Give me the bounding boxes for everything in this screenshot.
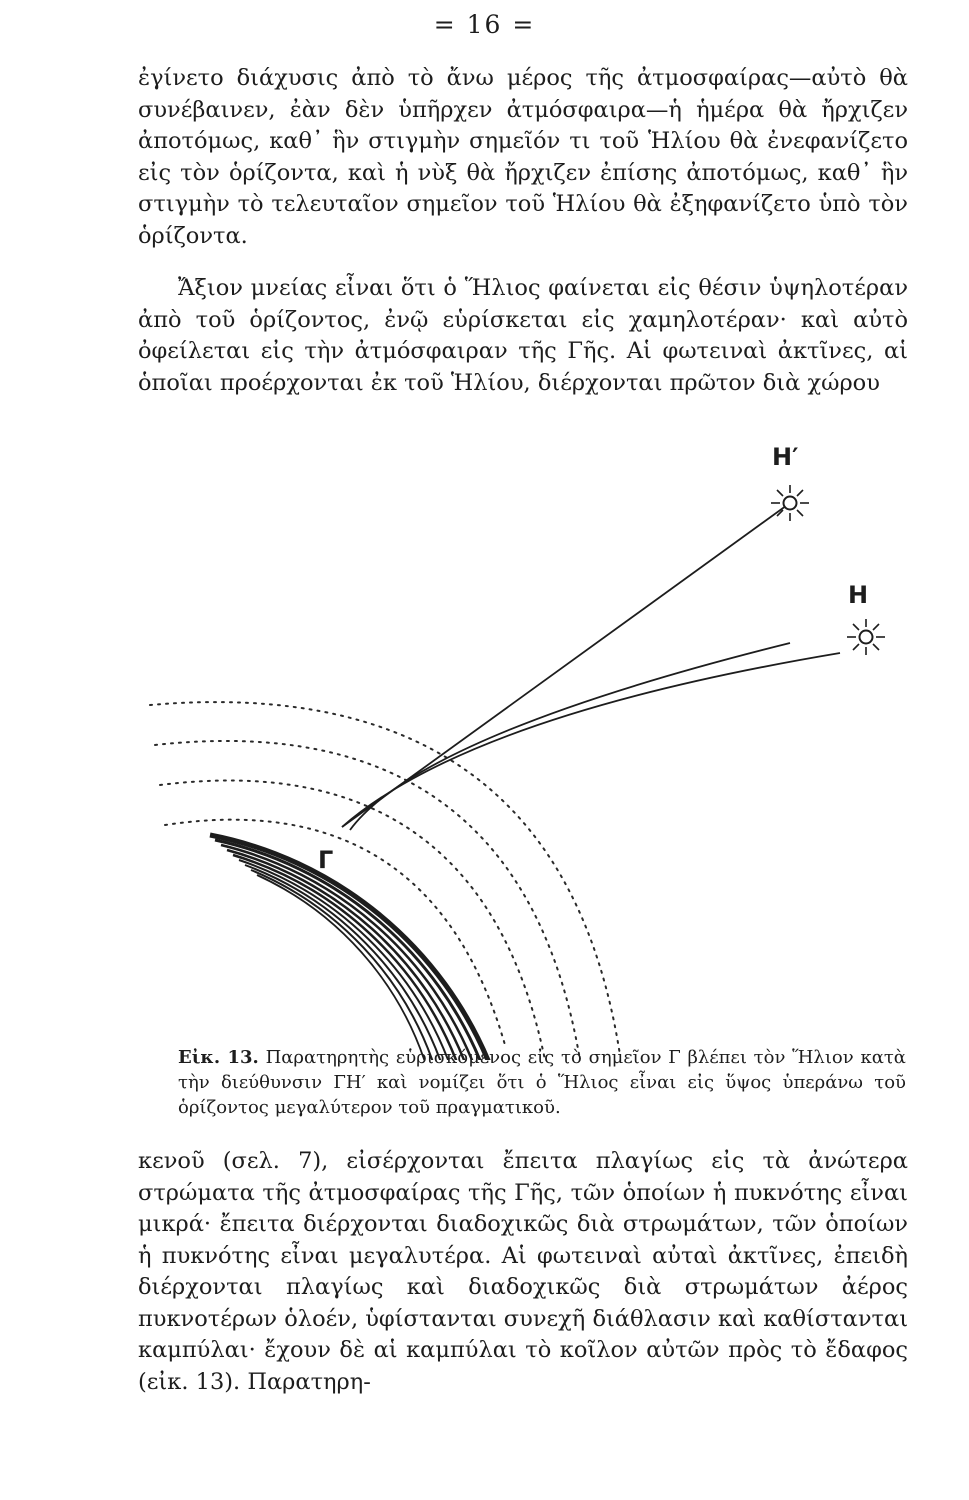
earth-surface [210, 835, 490, 1060]
caption-text: Παρατηρητὴς εὑρισκόμενος εἰς τὸ σημεῖον Γ βλέπει τὸν Ἥλιον κατὰ τὴν διεύθυνσιν ΓΗ′ καὶ νομίζει ὅτι ὁ Ἥλιος εἶναι εἰς ὕψος ὑπεράνω τοῦ ὁρίζοντος μεγαλύτερον τοῦ πραγματικοῦ. [178, 1047, 906, 1118]
caption-label: Εἰκ. 13. [178, 1047, 259, 1068]
paragraph-1: ἐγίνετο διάχυσις ἀπὸ τὸ ἄνω μέρος τῆς ἀτμοσφαίρας—αὐτὸ θὰ συνέβαινεν, ἐὰν δὲν ὑπῆρχεν ἀτμόσφαιρα—ἡ ἡμέρα θὰ ἤρχιζεν ἀποτόμως, καθ᾿ ἣν στιγμὴν σημεῖόν τι τοῦ Ἡλίου θὰ ἐνεφανίζετο εἰς τὸν ὁρίζοντα, καὶ ἡ νὺξ θὰ ἤρχιζεν ἐπίσης ἀποτόμως, καθ᾿ ἣν στιγμὴν τὸ τελευταῖον σημεῖον τοῦ Ἡλίου θὰ ἐξηφανίζετο ὑπὸ τὸν ὁρίζοντα. [138, 65, 908, 249]
figure-13 [0, 445, 969, 1060]
label-true-sun: Η [848, 581, 869, 609]
light-rays [342, 503, 840, 830]
figure-caption [178, 1045, 906, 1120]
true-sun-icon [847, 619, 885, 655]
label-apparent-sun: Η′ [772, 445, 799, 471]
label-observer: Γ [318, 846, 334, 874]
paragraph-2: Ἄξιον μνείας εἶναι ὅτι ὁ Ἥλιος φαίνεται εἰς θέσιν ὑψηλοτέραν ἀπὸ τοῦ ὁρίζοντος, ἐνῷ εὑρίσκεται εἰς χαμηλοτέραν· καὶ αὐτὸ ὀφείλεται εἰς τὴν ἀτμόσφαιραν τῆς Γῆς. Αἱ φωτειναὶ ἀκτῖνες, αἱ ὁποῖαι προέρχονται ἐκ τοῦ Ἡλίου, διέρχονται πρῶτον διὰ χώρου [138, 275, 908, 396]
atmosphere-layers [150, 702, 620, 1060]
paragraph-3: κενοῦ (σελ. 7), εἰσέρχονται ἔπειτα πλαγίως εἰς τὰ ἀνώτερα στρώματα τῆς ἀτμοσφαίρας τῆς Γῆς, τῶν ὁποίων ἡ πυκνότης εἶναι μικρά· ἔπειτα διέρχονται διαδοχικῶς διὰ στρωμάτων, τῶν ὁποίων ἡ πυκνότης εἶναι μεγαλυτέρα. Αἱ φωτειναὶ αὐταὶ ἀκτῖνες, ἐπειδὴ διέρχονται πλαγίως καὶ διαδοχικῶς διὰ στρωμάτων ἀέρος πυκνοτέρων ὁλοέν, ὑφίστανται συνεχῆ διάθλασιν καὶ καθίστανται καμπύλαι· ἔχουν δὲ αἱ καμπύλαι τὸ κοῖλον αὐτῶν πρὸς τὸ ἔδαφος (εἰκ. 13). Παρατηρη- [138, 1148, 909, 1395]
page-number: = 16 = [433, 10, 536, 39]
apparent-sun-icon [771, 485, 809, 521]
